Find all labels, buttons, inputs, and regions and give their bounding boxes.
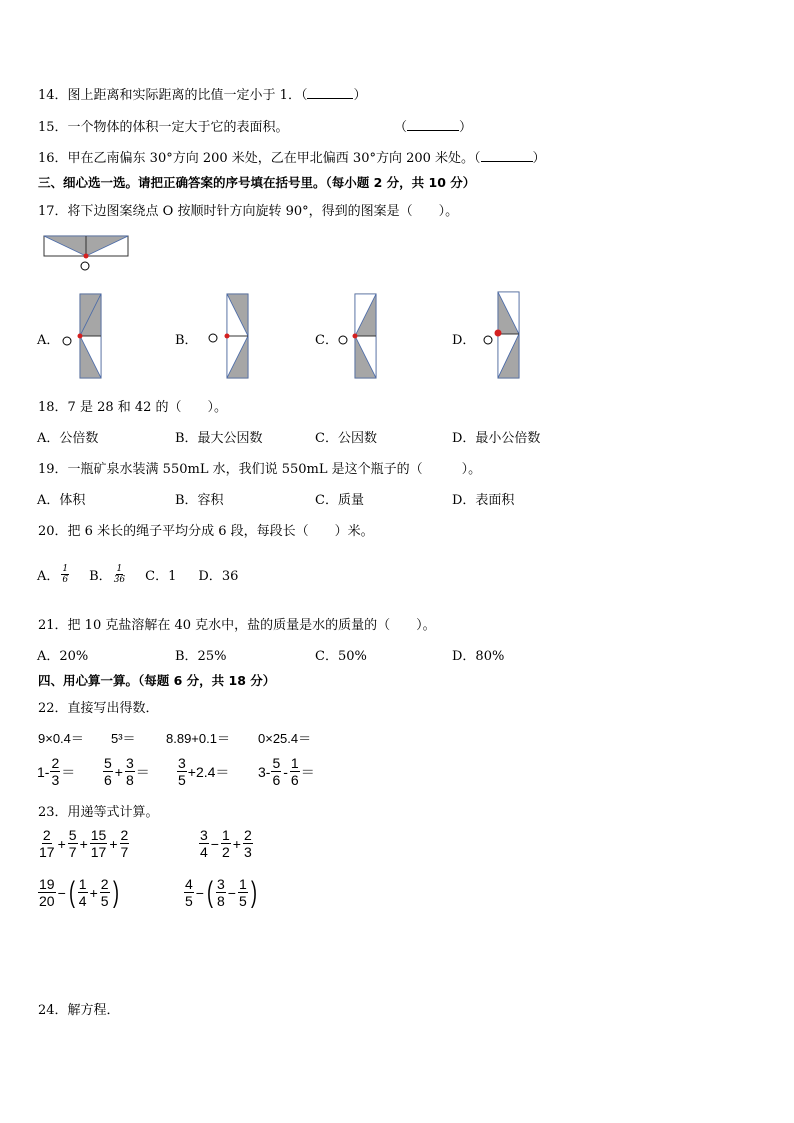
q22-expression-2: 5³＝ bbox=[111, 731, 136, 746]
fraction: $\frac{5}{6}$ bbox=[104, 755, 112, 788]
q19-option-b[interactable]: B．容积 bbox=[175, 493, 224, 508]
q23-expression-4: $\frac{4}{5}$ − ( $\frac{3}{8}$ − $\frac{1}{5}$ ) bbox=[185, 875, 257, 909]
fraction: $\frac{2}{7}$ bbox=[120, 827, 129, 860]
q18-option-b[interactable]: B．最大公因数 bbox=[175, 431, 263, 446]
q20-options bbox=[37, 564, 238, 585]
q20-option-a[interactable]: A． $\frac{1}{6}$ bbox=[37, 564, 69, 585]
q22-expression-1: 9×0.4＝ bbox=[38, 731, 84, 746]
q19-option-c[interactable]: C．质量 bbox=[315, 493, 364, 508]
fraction: $\frac{1}{2}$ bbox=[221, 827, 230, 860]
q20-option-c[interactable]: C．1 bbox=[145, 569, 177, 584]
fraction: $\frac{4}{5}$ bbox=[185, 876, 193, 909]
question-24-text: 24．解方程． bbox=[38, 1003, 120, 1018]
q18-option-d[interactable]: D．最小公倍数 bbox=[452, 431, 541, 446]
q19-option-a[interactable]: A．体积 bbox=[37, 493, 86, 508]
q21-option-a[interactable]: A．20% bbox=[37, 649, 89, 664]
q20-option-b[interactable]: B． $\frac{1}{36}$ bbox=[89, 564, 126, 585]
fraction: $\frac{2}{5}$ bbox=[100, 876, 109, 909]
fraction: $\frac{3}{4}$ bbox=[200, 827, 208, 860]
answer-blank-15[interactable] bbox=[407, 118, 459, 131]
q17-option-b-figure[interactable] bbox=[204, 292, 254, 382]
q22-expression-7: $\frac{3}{5}$ +2.4＝ bbox=[178, 755, 230, 788]
q22-expression-6: $\frac{5}{6}$ + $\frac{3}{8}$ ＝ bbox=[104, 755, 150, 788]
fraction: $\frac{2}{3}$ bbox=[243, 827, 252, 860]
q18-option-a[interactable]: A．公倍数 bbox=[37, 431, 99, 446]
fraction: $\frac{1}{5}$ bbox=[238, 876, 247, 909]
question-14: 14．图上距离和实际距离的比值一定小于 1．（ ） bbox=[38, 88, 367, 103]
fraction: $\frac{5}{7}$ bbox=[68, 827, 77, 860]
q17-option-c-figure[interactable] bbox=[334, 292, 382, 382]
q21-option-c[interactable]: C．50% bbox=[315, 649, 367, 664]
answer-blank-16[interactable] bbox=[481, 149, 533, 162]
q21-option-d[interactable]: D．80% bbox=[452, 649, 505, 664]
q19-option-d[interactable]: D．表面积 bbox=[452, 493, 515, 508]
q17-option-d-figure[interactable] bbox=[477, 290, 525, 382]
question-17-text: 17．将下边图案绕点 O 按顺时针方向旋转 90°，得到的图案是（ ）。 bbox=[38, 204, 459, 219]
q17-option-a-label[interactable]: A． bbox=[37, 333, 60, 348]
q21-option-b[interactable]: B．25% bbox=[175, 649, 227, 664]
fraction: $\frac{15}{17}$ bbox=[90, 827, 107, 860]
question-14-text: 14．图上距离和实际距离的比值一定小于 1．（ bbox=[38, 88, 308, 103]
fraction: $\frac{19}{20}$ bbox=[39, 876, 55, 909]
q18-option-c[interactable]: C．公因数 bbox=[315, 431, 377, 446]
rotation-figure-original bbox=[40, 234, 132, 274]
question-15-text: 15．一个物体的体积一定大于它的表面积。 bbox=[38, 120, 289, 135]
section-4-heading: 四、用心算一算。（每题 6 分，共 18 分） bbox=[38, 673, 276, 688]
fraction: $\frac{3}{8}$ bbox=[216, 876, 225, 909]
fraction: $\frac{1}{6}$ bbox=[290, 755, 299, 788]
q17-option-d-label[interactable]: D． bbox=[452, 333, 476, 348]
fraction: $\frac{1}{36}$ bbox=[113, 564, 126, 585]
q23-expression-2: $\frac{3}{4}$ − $\frac{1}{2}$ + $\frac{2}{3}$ bbox=[200, 827, 252, 860]
q17-option-c-label[interactable]: C． bbox=[315, 333, 338, 348]
fraction: $\frac{5}{6}$ bbox=[272, 755, 281, 788]
q23-expression-1: $\frac{2}{17}$ + $\frac{5}{7}$ + $\frac{15}{17}$ + $\frac{2}{7}$ bbox=[39, 827, 129, 860]
fraction: $\frac{1}{4}$ bbox=[78, 876, 87, 909]
question-21-text: 21．把 10 克盐溶解在 40 克水中，盐的质量是水的质量的（ ）。 bbox=[38, 618, 436, 633]
fraction: $\frac{3}{5}$ bbox=[178, 755, 186, 788]
question-20-text: 20．把 6 米长的绳子平均分成 6 段，每段长（ ）米。 bbox=[38, 524, 374, 539]
question-22-text: 22．直接写出得数． bbox=[38, 701, 159, 716]
fraction: $\frac{2}{3}$ bbox=[51, 755, 60, 788]
section-3-heading: 三、细心选一选。请把正确答案的序号填在括号里。（每小题 2 分，共 10 分） bbox=[38, 175, 476, 190]
question-18-text: 18．7 是 28 和 42 的（ ）。 bbox=[38, 400, 228, 415]
q22-expression-4: 0×25.4＝ bbox=[258, 731, 312, 746]
question-23-text: 23．用递等式计算。 bbox=[38, 805, 159, 820]
q22-expression-5: 1- $\frac{2}{3}$ ＝ bbox=[37, 755, 76, 788]
q20-option-d[interactable]: D．36 bbox=[198, 569, 239, 584]
q22-expression-3: 8.89+0.1＝ bbox=[166, 731, 230, 746]
question-19-text: 19．一瓶矿泉水装满 550mL 水，我们说 550mL 是这个瓶子的（ ）。 bbox=[38, 462, 482, 477]
fraction: $\frac{2}{17}$ bbox=[39, 827, 55, 860]
answer-blank-14[interactable] bbox=[307, 86, 353, 99]
q22-expression-8: 3- $\frac{5}{6}$ - $\frac{1}{6}$ ＝ bbox=[258, 755, 315, 788]
question-16: 16．甲在乙南偏东 30°方向 200 米处，乙在甲北偏西 30°方向 200 米处。（ ） bbox=[38, 151, 546, 166]
answer-paren-15: （ ） bbox=[394, 120, 473, 135]
question-15 bbox=[38, 116, 289, 135]
q17-option-b-label[interactable]: B． bbox=[175, 333, 198, 348]
q17-option-a-figure[interactable] bbox=[60, 292, 106, 382]
fraction: $\frac{1}{6}$ bbox=[62, 564, 69, 585]
q23-expression-3: $\frac{19}{20}$ − ( $\frac{1}{4}$ + $\frac{2}{5}$ ) bbox=[39, 875, 119, 909]
question-16-text: 16．甲在乙南偏东 30°方向 200 米处，乙在甲北偏西 30°方向 200 米处。（ bbox=[38, 151, 481, 166]
fraction: $\frac{3}{8}$ bbox=[125, 755, 134, 788]
